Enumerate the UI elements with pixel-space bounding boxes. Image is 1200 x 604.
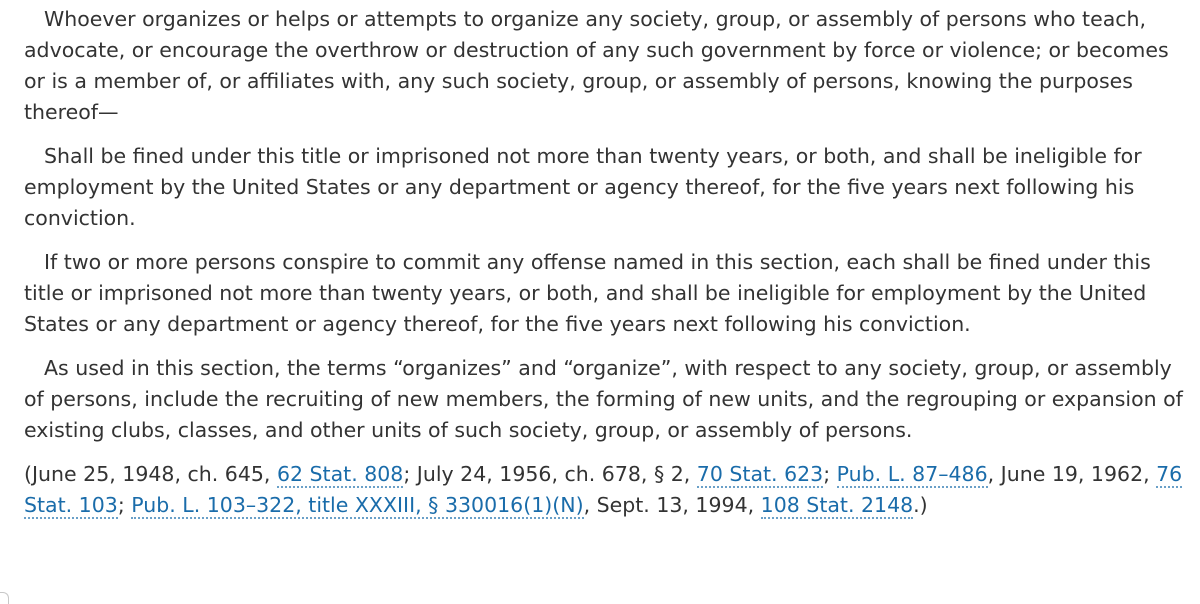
paragraph-conspiracy: If two or more persons conspire to commit any offense named in this section, each shall be fined under this title or imprisoned not more than twenty years, or both, and shall be ineligible for employment by the United States or any department or agency thereof, for the five years next following his conviction. — [24, 250, 1151, 336]
page-edge-divider — [0, 592, 9, 604]
credits-text: .) — [913, 493, 928, 517]
public-law-link-87-486[interactable]: Pub. L. 87–486 — [836, 462, 988, 486]
statute-link-76-stat-103[interactable]: 76 Stat. 103 — [24, 462, 1183, 517]
source-credits — [24, 459, 1184, 521]
credits-text: ; — [117, 493, 132, 517]
statute-link-108-stat-2148[interactable]: 108 Stat. 2148 — [760, 493, 914, 517]
paragraph-definitions: As used in this section, the terms “organizes” and “organize”, with respect to any society, group, or assembly of persons, include the recruiting of new members, the forming of new units, and the regrouping or expansion of existing clubs, classes, and other units of such society, group, or assembly of persons. — [24, 356, 1183, 442]
credits-text: , Sept. 13, 1994, — [583, 493, 761, 517]
credits-text: ; — [823, 462, 837, 486]
statute-text — [24, 4, 1184, 521]
paragraph-penalty: Shall be fined under this title or imprisoned not more than twenty years, or both, and shall be ineligible for employment by the United States or any department or agency thereof, for the five years next following his conviction. — [24, 144, 1142, 230]
credits-text: ; July 24, 1956, ch. 678, § 2, — [403, 462, 697, 486]
paragraph-organizing: Whoever organizes or helps or attempts to organize any society, group, or assembly of persons who teach, advocate, or encourage the overthrow or destruction of any such government by force or violence; or becomes or is a member of, or affiliates with, any such society, group, or assembly of persons, knowing the purposes thereof— — [24, 7, 1169, 124]
credits-text: , June 19, 1962, — [987, 462, 1157, 486]
statute-link-70-stat-623[interactable]: 70 Stat. 623 — [696, 462, 824, 486]
public-law-link-103-322[interactable]: Pub. L. 103–322, title XXXIII, § 330016(1)(N) — [131, 493, 584, 517]
credits-text: (June 25, 1948, ch. 645, — [24, 462, 277, 486]
statute-link-62-stat-808[interactable]: 62 Stat. 808 — [276, 462, 404, 486]
